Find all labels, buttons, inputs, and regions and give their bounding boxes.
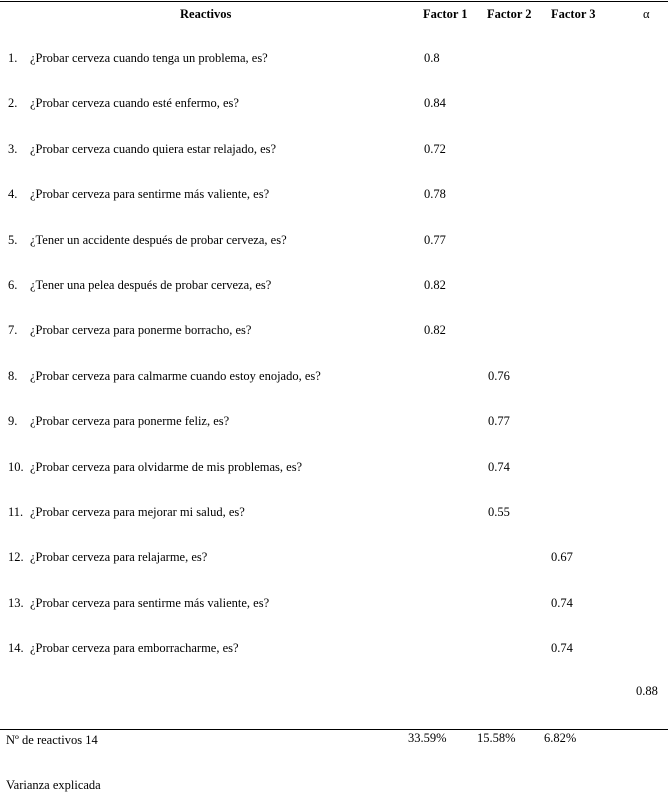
item-text: ¿Probar cerveza cuando quiera estar relajado, es? (30, 142, 277, 156)
table-row (8, 505, 245, 519)
item-number: 10. (8, 460, 24, 474)
item-number: 3. (8, 142, 18, 156)
loading-f1: 0.84 (424, 96, 446, 110)
loading-f2: 0.74 (488, 460, 510, 474)
varianza-factor-2: 15.58% (477, 731, 516, 745)
table-row (8, 596, 269, 610)
item-number: 6. (8, 278, 18, 292)
varianza-factor-3: 6.82% (544, 731, 577, 745)
table-row (8, 142, 276, 156)
table-row (8, 96, 239, 110)
alpha-value: 0.88 (636, 684, 658, 698)
loading-f1: 0.82 (424, 278, 446, 292)
loading-f2: 0.76 (488, 369, 510, 383)
loading-f2: 0.77 (488, 414, 510, 428)
loading-f1: 0.72 (424, 142, 446, 156)
header-alpha: α (643, 7, 650, 21)
item-text: ¿Tener una pelea después de probar cerveza, es? (30, 278, 272, 292)
table-top-rule (0, 1, 668, 2)
varianza-factor-1: 33.59% (408, 731, 447, 745)
loading-f3: 0.74 (551, 596, 573, 610)
table-row (8, 369, 321, 383)
table-row (8, 51, 268, 65)
item-text: ¿Probar cerveza para sentirme más valiente, es? (30, 187, 270, 201)
item-number: 14. (8, 641, 24, 655)
loading-f1: 0.77 (424, 233, 446, 247)
table-bottom-rule (0, 729, 668, 730)
item-number: 5. (8, 233, 18, 247)
table-row (8, 550, 207, 564)
item-text: ¿Probar cerveza para relajarme, es? (30, 550, 208, 564)
item-text: ¿Probar cerveza cuando tenga un problema, es? (30, 51, 268, 65)
item-number: 8. (8, 369, 18, 383)
item-text: ¿Probar cerveza para calmarme cuando estoy enojado, es? (30, 369, 321, 383)
table-row (8, 278, 271, 292)
item-text: ¿Probar cerveza para ponerme feliz, es? (30, 414, 230, 428)
header-factor-3: Factor 3 (551, 7, 596, 21)
header-factor-2: Factor 2 (487, 7, 532, 21)
item-number: 13. (8, 596, 24, 610)
loading-f3: 0.67 (551, 550, 573, 564)
item-number: 4. (8, 187, 18, 201)
table-row (8, 187, 269, 201)
item-number: 11. (8, 505, 24, 519)
table-row (8, 233, 287, 247)
item-text: ¿Probar cerveza cuando esté enfermo, es? (30, 96, 239, 110)
item-number: 2. (8, 96, 18, 110)
loading-f3: 0.74 (551, 641, 573, 655)
loading-f1: 0.82 (424, 323, 446, 337)
table-row (8, 323, 251, 337)
header-factor-1: Factor 1 (423, 7, 468, 21)
item-number: 1. (8, 51, 18, 65)
loading-f1: 0.78 (424, 187, 446, 201)
item-text: ¿Probar cerveza para mejorar mi salud, es? (30, 505, 245, 519)
item-number: 12. (8, 550, 24, 564)
item-text: ¿Tener un accidente después de probar cerveza, es? (30, 233, 287, 247)
table-row (8, 460, 302, 474)
header-reactivos: Reactivos (180, 7, 232, 21)
item-text: ¿Probar cerveza para sentirme más valiente, es? (30, 596, 270, 610)
table-row (8, 414, 229, 428)
varianza-label: Varianza explicada (6, 778, 101, 792)
item-number: 7. (8, 323, 18, 337)
table-row (8, 641, 239, 655)
loading-f1: 0.8 (424, 51, 440, 65)
n-reactivos: Nº de reactivos 14 (6, 733, 98, 747)
loading-f2: 0.55 (488, 505, 510, 519)
item-text: ¿Probar cerveza para olvidarme de mis problemas, es? (30, 460, 303, 474)
item-text: ¿Probar cerveza para ponerme borracho, es? (30, 323, 252, 337)
item-text: ¿Probar cerveza para emborracharme, es? (30, 641, 239, 655)
item-number: 9. (8, 414, 18, 428)
